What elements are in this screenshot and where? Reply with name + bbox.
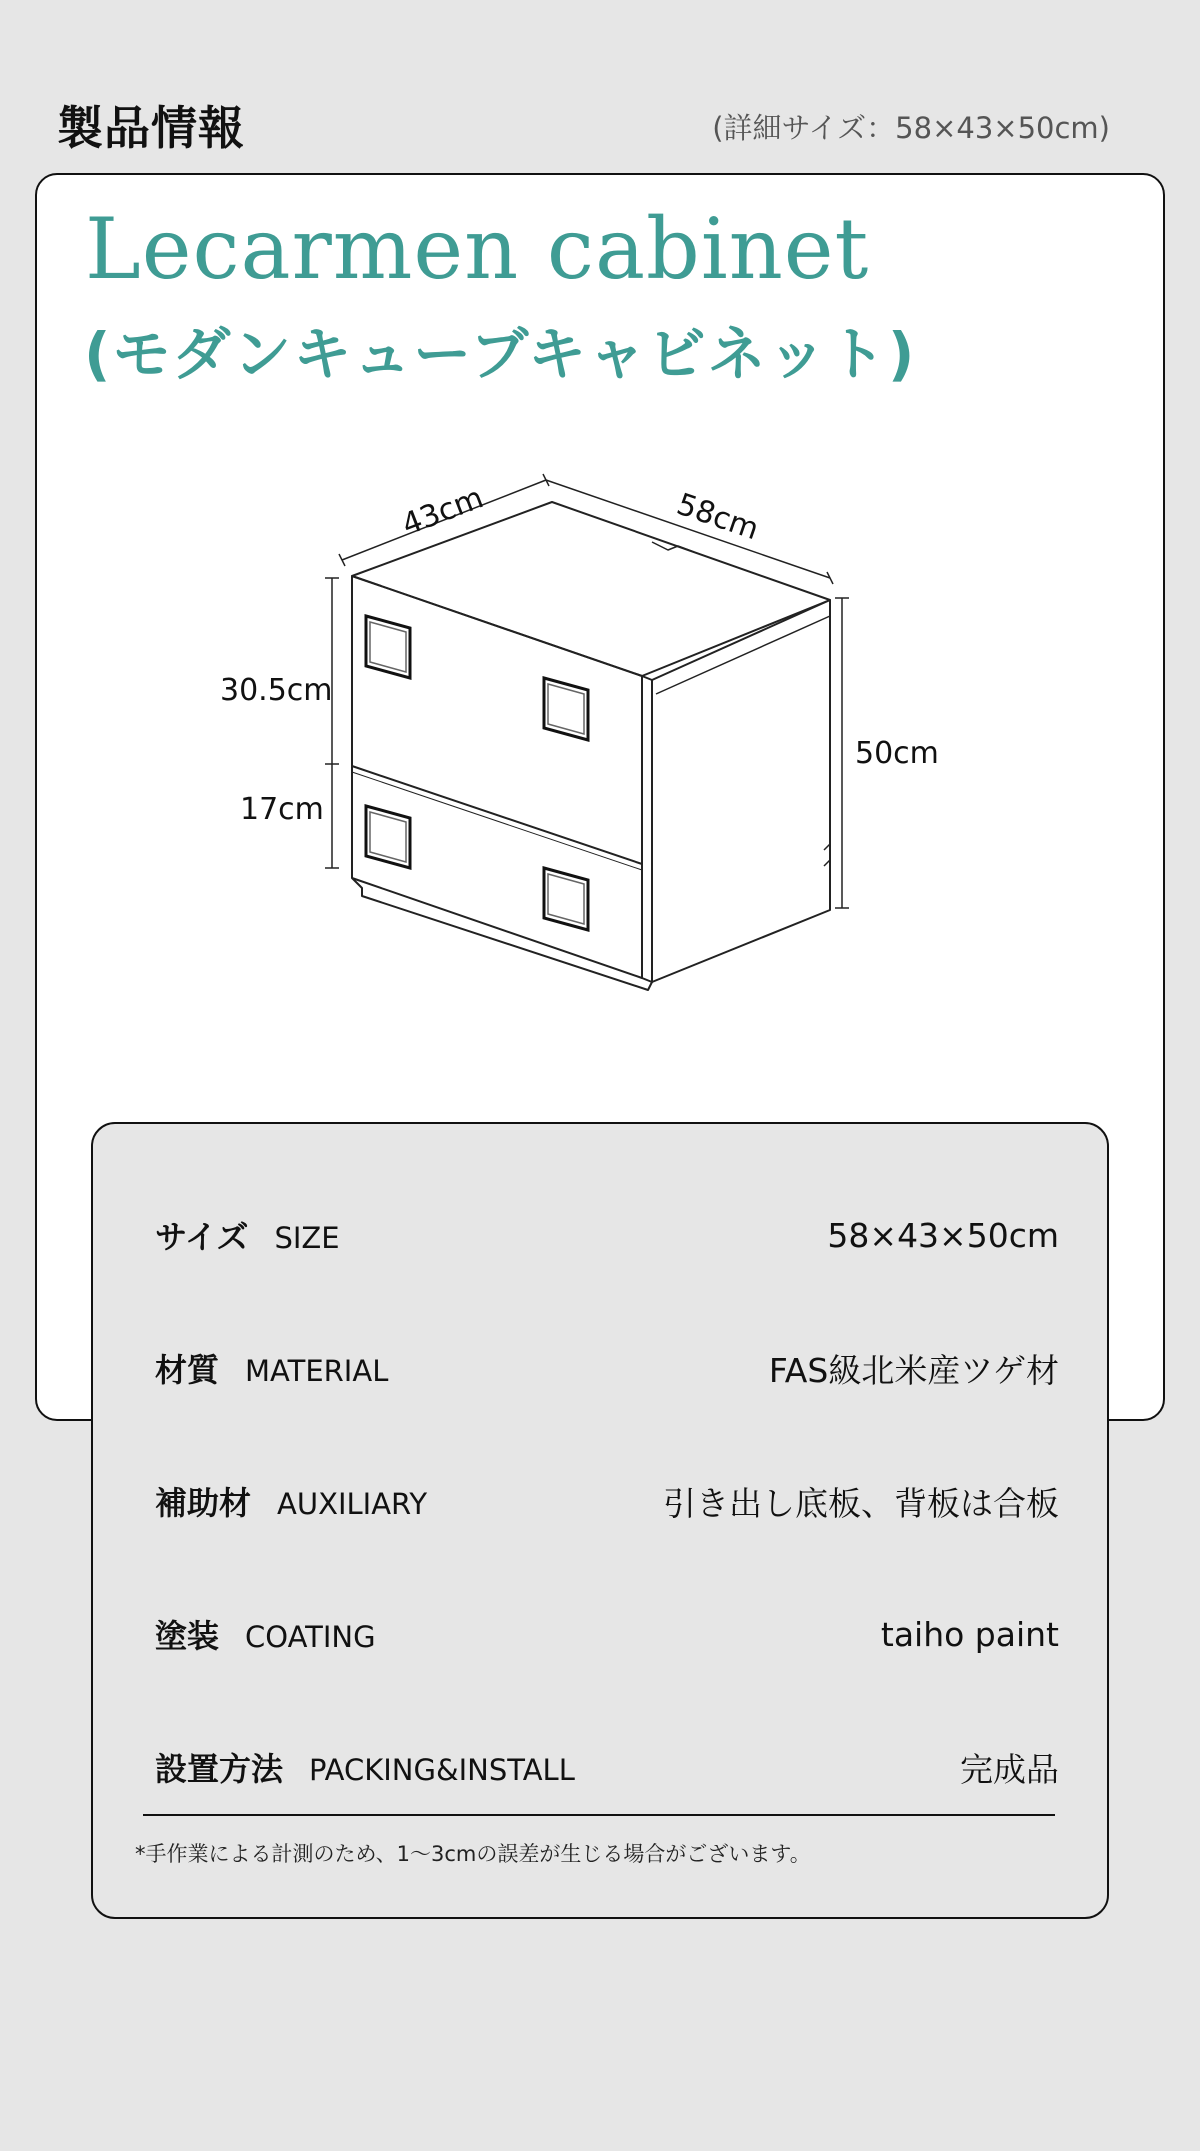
- spec-label-jp: 材質: [155, 1351, 220, 1389]
- cabinet-side: [652, 600, 830, 982]
- spec-row-install: [155, 1737, 1059, 1797]
- spec-row-size: [155, 1205, 1059, 1265]
- spec-label-jp: 補助材: [155, 1484, 252, 1522]
- spec-value: FAS級北米産ツゲ材: [768, 1350, 1059, 1390]
- dim-width-label: 58cm: [672, 486, 764, 548]
- spec-value: 引き出し底板、背板は合板: [663, 1483, 1059, 1523]
- spec-label-jp: 塗装: [155, 1617, 220, 1655]
- dim-total-height-label: 50cm: [855, 736, 939, 771]
- handle-bottom-left: [366, 806, 410, 868]
- spec-label-jp: 設置方法: [155, 1750, 284, 1788]
- spec-label-en: MATERIAL: [245, 1354, 389, 1388]
- spec-value: 58×43×50cm: [827, 1215, 1059, 1255]
- dim-bottom-drawer-label: 17cm: [240, 792, 324, 827]
- spec-label-en: COATING: [245, 1620, 376, 1654]
- cabinet-diagram: [200, 450, 1000, 1010]
- spec-label-jp: サイズ: [155, 1218, 249, 1256]
- spec-row-coating: [155, 1604, 1059, 1664]
- size-note: (詳細サイズ：58×43×50cm): [712, 111, 1110, 145]
- product-subtitle: (モダンキューブキャビネット): [84, 320, 917, 388]
- handle-top-right: [544, 678, 588, 740]
- spec-row-material: [155, 1338, 1059, 1398]
- spec-value: taiho paint: [880, 1614, 1059, 1654]
- dim-top-drawer-label: 30.5cm: [220, 673, 333, 708]
- handle-bottom-right: [544, 868, 588, 930]
- page-title: 製品情報: [57, 101, 245, 155]
- handle-top-left: [366, 616, 410, 678]
- footnote: *手作業による計測のため、1～3cmの誤差が生じる場合がございます。: [135, 1842, 811, 1866]
- spec-label-en: SIZE: [274, 1221, 340, 1255]
- spec-label-en: PACKING&INSTALL: [309, 1753, 575, 1787]
- product-name: Lecarmen cabinet: [85, 200, 870, 298]
- spec-value: 完成品: [960, 1749, 1059, 1789]
- spec-divider: [143, 1814, 1055, 1816]
- spec-row-auxiliary: [155, 1471, 1059, 1531]
- dim-depth-label: 43cm: [397, 480, 489, 544]
- spec-label-en: AUXILIARY: [277, 1487, 428, 1521]
- spec-panel: [91, 1122, 1109, 1919]
